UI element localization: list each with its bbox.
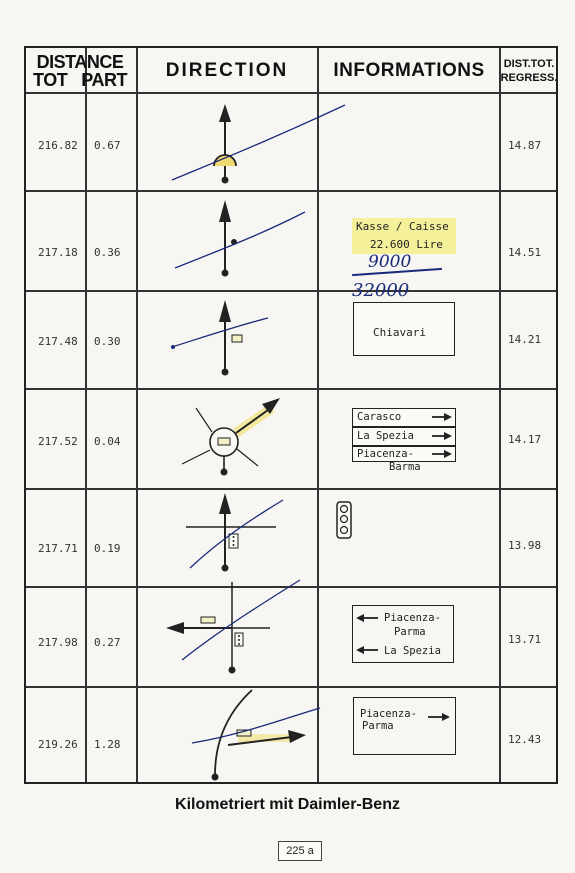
column-divider <box>136 48 138 782</box>
header-dist-tot-regress <box>500 48 558 94</box>
row-divider <box>26 290 556 292</box>
row-1-regress: 14.87 <box>508 139 542 152</box>
handwritten-note-32000: 32000 <box>352 280 410 301</box>
column-divider <box>85 48 87 782</box>
sign-parma-2-label: Parma <box>394 626 426 638</box>
header-distance <box>26 48 134 94</box>
row-7-regress: 12.43 <box>508 733 542 746</box>
sign-piacenza-2-label: Piacenza- <box>384 612 441 624</box>
header-informations: INFORMATIONS <box>333 60 485 81</box>
toll-label: Kasse / Caisse <box>356 220 449 233</box>
sign-piacenza-3-label: Piacenza- <box>360 708 417 720</box>
header-dist-tot-label: DIST.TOT. <box>503 58 555 70</box>
sign-piacenza-label: Piacenza- <box>357 448 414 460</box>
row-divider <box>26 488 556 490</box>
row-2-regress: 14.51 <box>508 246 542 259</box>
header-direction: DIRECTION <box>165 60 289 81</box>
row-5-tot: 217.71 <box>38 542 78 555</box>
row-5-regress: 13.98 <box>508 539 542 552</box>
sign-divider <box>352 445 456 447</box>
sign-parma-3-label: Parma <box>362 720 394 732</box>
row-7-tot: 219.26 <box>38 738 78 751</box>
row-3-part: 0.30 <box>94 335 121 348</box>
row-2-part: 0.36 <box>94 246 121 259</box>
row-5-part: 0.19 <box>94 542 121 555</box>
row-7-part: 1.28 <box>94 738 121 751</box>
row-4-regress: 14.17 <box>508 433 542 446</box>
row-3-tot: 217.48 <box>38 335 78 348</box>
sign-carasco-label: Carasco <box>357 411 402 423</box>
page-number: 225 a <box>278 841 322 861</box>
toll-price: 22.600 Lire <box>370 238 443 251</box>
column-divider <box>317 48 319 782</box>
handwritten-note-9000: 9000 <box>368 252 412 272</box>
column-divider <box>499 48 501 782</box>
header-distance-label: DISTANCE <box>36 52 124 72</box>
row-4-tot: 217.52 <box>38 435 78 448</box>
row-divider <box>26 586 556 588</box>
sign-la-spezia-label: La Spezia <box>357 430 414 442</box>
row-4-part: 0.04 <box>94 435 121 448</box>
footer-caption: Kilometriert mit Daimler-Benz <box>175 796 400 813</box>
row-divider <box>26 190 556 192</box>
row-3-regress: 14.21 <box>508 333 542 346</box>
row-1-tot: 216.82 <box>38 139 78 152</box>
sign-chiavari-label: Chiavari <box>373 326 426 339</box>
sign-la-spezia-2-label: La Spezia <box>384 645 441 657</box>
sign-barma-label: Barma <box>389 461 421 473</box>
row-divider <box>26 388 556 390</box>
row-divider <box>26 686 556 688</box>
row-1-part: 0.67 <box>94 139 121 152</box>
row-6-regress: 13.71 <box>508 633 542 646</box>
row-6-tot: 217.98 <box>38 636 78 649</box>
sign-divider <box>352 426 456 428</box>
header-regress-label: REGRESS. <box>500 72 558 84</box>
header-tot-label: TOT <box>33 70 68 90</box>
row-6-part: 0.27 <box>94 636 121 649</box>
roadbook-table <box>24 46 558 784</box>
header-part-label: PART <box>81 70 127 90</box>
row-2-tot: 217.18 <box>38 246 78 259</box>
